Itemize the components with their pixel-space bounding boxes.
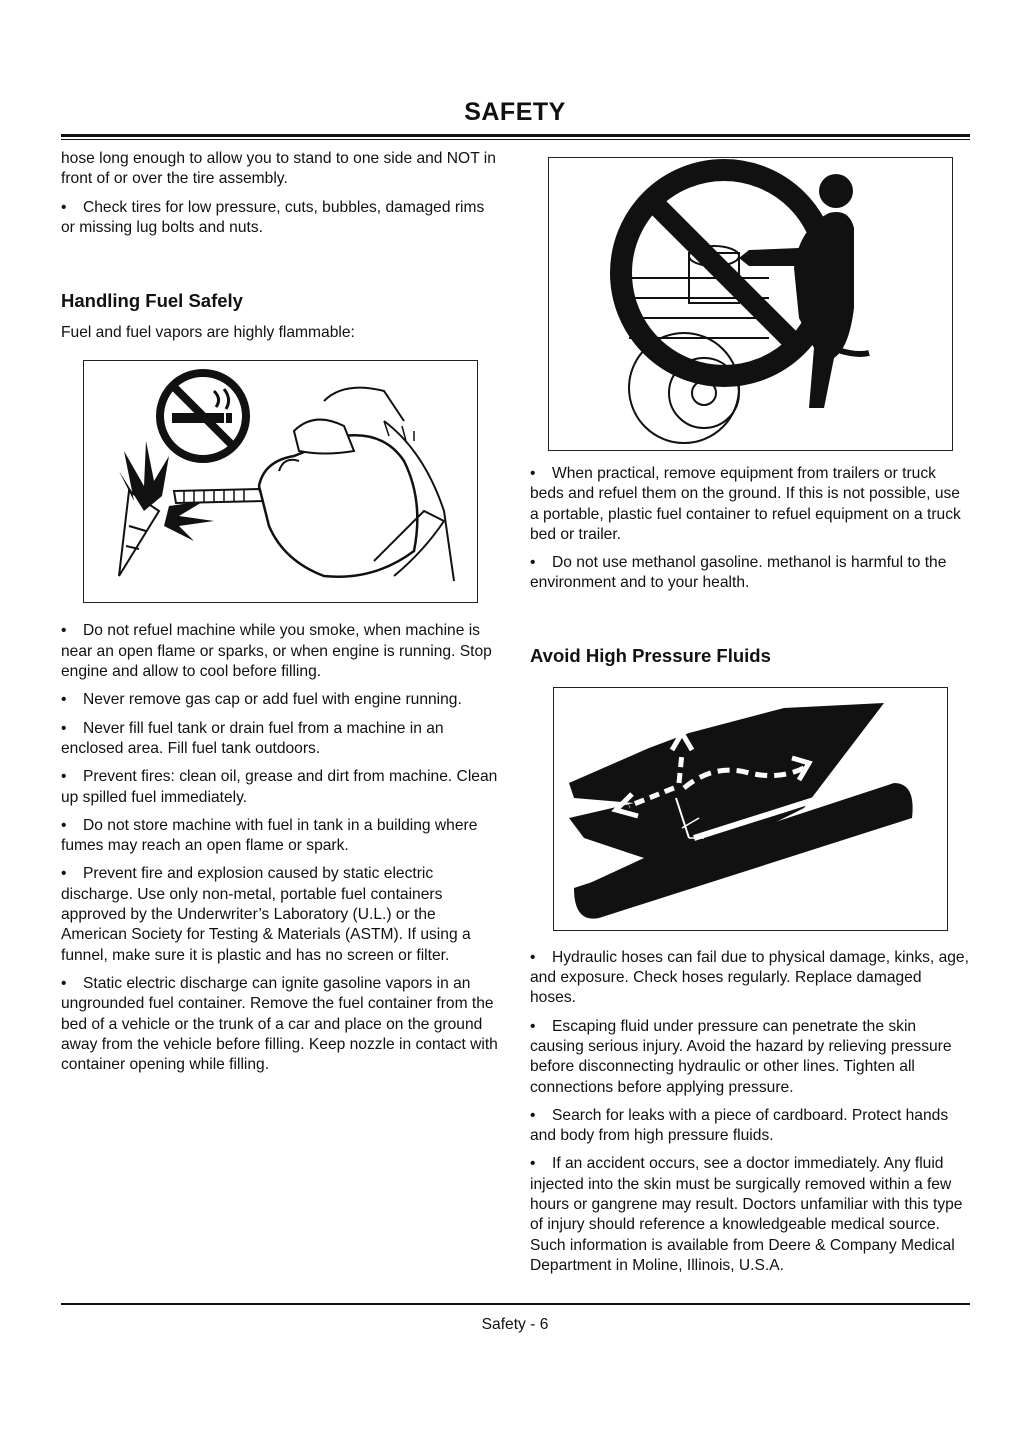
pressure-bullet-text: Hydraulic hoses can fail due to physical damage, kinks, age, and exposure. Check hoses regularly. Replace damaged hoses. (530, 948, 969, 1007)
bullet-dot: • (530, 948, 536, 966)
bullet-dot: • (61, 198, 67, 216)
trailer-bullet-text: Do not use methanol gasoline. methanol is harmful to the environment and to your health. (530, 554, 947, 592)
trailer-bullet (530, 553, 970, 594)
pressure-bullet-text: Search for leaks with a piece of cardboard. Protect hands and body from high pressure fluids. (530, 1106, 949, 1145)
fuel-bullet-text: Do not store machine with fuel in tank in a building where fumes may reach an open flame or spark. (61, 816, 478, 855)
fuel-bullet (61, 816, 501, 857)
footer-rule (61, 1303, 970, 1305)
trailer-bullet (530, 464, 970, 545)
fuel-bullet-text: Prevent fires: clean oil, grease and dirt from machine. Clean up spilled fuel immediately. (61, 768, 498, 806)
bullet-dot: • (61, 974, 67, 992)
bullet-dot: • (61, 622, 67, 640)
pressure-bullet-text: Escaping fluid under pressure can penetrate the skin causing serious injury. Avoid the hazard by relieving pressure before disconnecting hydraulic or other lines. Tighten all connections before applying pressure. (530, 1017, 952, 1096)
fuel-bullet (61, 621, 501, 682)
fuel-bullet (61, 719, 501, 760)
fuel-bullet (61, 864, 501, 965)
bullet-dot: • (530, 1017, 536, 1035)
bullet-dot: • (61, 691, 67, 709)
tire-bullet-text: Check tires for low pressure, cuts, bubbles, damaged rims or missing lug bolts and nuts. (61, 198, 485, 236)
high-pressure-fluid-figure (553, 687, 948, 931)
bullet-dot: • (530, 554, 536, 572)
fuel-bullet-text: Never remove gas cap or add fuel with engine running. (83, 691, 462, 709)
pressure-bullet (530, 1017, 970, 1098)
bullet-dot: • (61, 865, 67, 883)
trailer-bullet-text: When practical, remove equipment from trailers or truck beds and refuel them on the ground. If this is not possible, use a portable, plastic fuel container to refuel equipment on a truck bed or trailer. (530, 465, 961, 543)
no-refuel-on-trailer-figure (548, 157, 953, 451)
fuel-bullet-text: Static electric discharge can ignite gasoline vapors in an ungrounded fuel container. Remove the fuel container from the bed of a vehicle or the trunk of a car and place on the ground away from the vehicle before filling. Keep nozzle in contact with container opening while filling. (61, 974, 498, 1074)
fuel-heading: Handling Fuel Safely (61, 290, 243, 312)
pressure-bullet (530, 1106, 970, 1147)
no-smoking-fueling-figure (83, 360, 478, 603)
no-refuel-on-trailer-icon (549, 158, 952, 450)
bullet-dot: • (61, 816, 67, 834)
bullet-dot: • (530, 1155, 536, 1173)
pressure-bullet (530, 1154, 970, 1276)
bullet-dot: • (530, 1106, 536, 1124)
fuel-bullet (61, 974, 501, 1075)
high-pressure-fluid-icon (554, 688, 947, 930)
fuel-bullet (61, 690, 501, 710)
fuel-intro-text: Fuel and fuel vapors are highly flammable: (61, 324, 355, 342)
tire-bullet (61, 198, 501, 239)
fuel-bullet-text: Never fill fuel tank or drain fuel from a machine in an enclosed area. Fill fuel tank outdoors. (61, 719, 444, 757)
pressure-bullet-text: If an accident occurs, see a doctor immediately. Any fluid injected into the skin must be surgically removed within a few hours or gangrene may result. Doctors unfamiliar with this type of injury should reference a knowledgeable medical source. Such information is available from Deere & Company Medical Department in Moline, Illinois, U.S.A. (530, 1155, 963, 1274)
fuel-bullet-text: Prevent fire and explosion caused by static electric discharge. Use only non-metal, portable fuel containers approved by the Underwriter’s Laboratory (U.L.) or the American Society for Testing & Materials (ASTM). If using a funnel, make sure it is plastic and has no screen or filter. (61, 865, 471, 964)
left-column (61, 149, 501, 1083)
fuel-bullet-text: Do not refuel machine while you smoke, when machine is near an open flame or sparks, or when engine is running. Stop engine and allow to cool before filling. (61, 622, 492, 681)
page-title: SAFETY (464, 98, 566, 126)
intro-continued-text: hose long enough to allow you to stand to one side and NOT in front of or over the tire assembly. (61, 150, 496, 188)
header-rule-thick (61, 134, 970, 137)
pressure-bullet (530, 948, 970, 1009)
page-number: Safety - 6 (481, 1316, 549, 1333)
fuel-bullet (61, 767, 501, 808)
pressure-heading: Avoid High Pressure Fluids (530, 644, 771, 666)
bullet-dot: • (61, 768, 67, 786)
no-smoking-fueling-icon (84, 361, 477, 602)
bullet-dot: • (530, 465, 536, 482)
header-rule-thin (61, 139, 970, 140)
bullet-dot: • (61, 719, 67, 737)
